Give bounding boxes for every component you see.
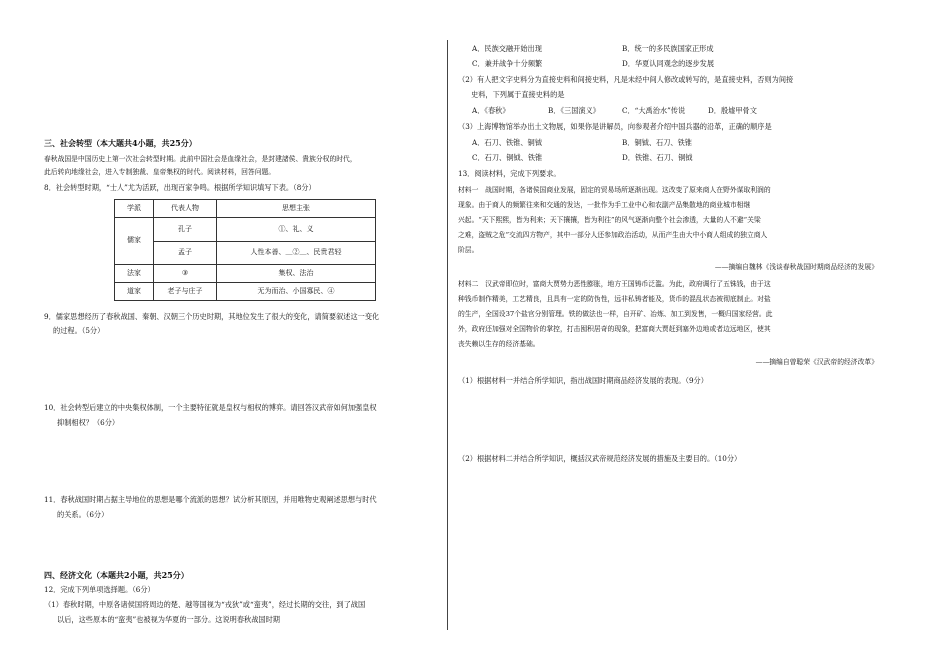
material1-line5: 阶层。 xyxy=(458,246,479,254)
question-10-line1: 10．社会转型后建立的中央集权体制，一个主要特征就是皇权与相权的博弈。请回答汉武帝如何加强皇权 xyxy=(44,403,377,412)
material1-line4: 之难，盗贼之危”交流四方物产，其中一部分人还参加政治活动，从而产生由大中小商人组成的独立商人 xyxy=(458,231,768,239)
table-cell-daojia-person: 老子与庄子 xyxy=(154,283,217,301)
material2-line3: 的生产，全国设37个盐官分别管理。铁的做法也一样，自开矿、冶炼、加工到发售，一概归国家经营。此 xyxy=(458,310,773,318)
material1-line1: 材料一 战国时期，各诸侯国商业发展，固定的贸易场所逐渐出现。这改变了原来商人在野外谋取利润的 xyxy=(458,186,771,194)
material2-source: ——摘编自曾聪荣《汉武帝的经济改革》 xyxy=(755,358,878,366)
section3-title: 三、社会转型（本大题共4小题，共25分） xyxy=(44,138,197,148)
q12-3-option-d: D．铁锥、石刀、铜钺 xyxy=(622,153,693,162)
question-12-2-line2: 史料，下列属于直接史料的是 xyxy=(471,90,565,99)
question-11-line2: 的关系。（6分） xyxy=(57,510,109,519)
question-12-3: （3）上海博物馆举办出土文物展，如果你是讲解员，向参观者介绍中国兵器的沿革，正确的顺序是 xyxy=(458,122,772,131)
question-9-line2: 的过程。（5分） xyxy=(53,326,105,335)
question-11-line1: 11．春秋战国时期占据主导地位的思想是哪个流派的思想？试分析其原因，并用唯物史观阐述思想与时代 xyxy=(44,495,377,504)
question-12-1-line1: （1）春秋时期，中原各诸侯国将周边的楚、越等国视为“戎狄”或“蛮夷”，经过长期的交往，到了战国 xyxy=(44,600,366,609)
q12-1-option-b: B．统一的多民族国家正形成 xyxy=(622,44,714,53)
table-cell-fajia-idea: 集权、法治 xyxy=(217,265,376,283)
material1-line2: 现象。由于商人的频繁往来和交通的发达，一批作为手工业中心和农副产品集散地的商业城市相继 xyxy=(458,201,751,209)
question-12: 12．完成下列单项选择题。（6分） xyxy=(44,585,155,594)
material1-source: ——摘编自魏林《浅谈春秋战国时期商品经济的发展》 xyxy=(714,263,878,271)
table-header-school: 学派 xyxy=(115,200,154,218)
table-header-idea: 思想主张 xyxy=(217,200,376,218)
q12-1-option-a: A．民族交融开始出现 xyxy=(472,44,542,53)
table-cell-daojia-idea: 无为而治、小国寡民、④ xyxy=(217,283,376,301)
q12-2-option-c: C．“大禹治水”传说 xyxy=(622,106,686,115)
q12-3-option-c: C．石刀、铜钺、铁锥 xyxy=(472,153,543,162)
q12-3-option-b: B．铜钺、石刀、铁锥 xyxy=(622,138,692,147)
section3-intro-line1: 春秋战国是中国历史上第一次社会转型时期。此前中国社会是血缘社会，是封建諸侯、貴族分权的时代， xyxy=(44,155,357,163)
material2-line4: 外，政府还加强对全国物价的掌控，打击囤积居奇的现象，把富商大贾赶到塞外边地或者边远地区，使其 xyxy=(458,325,771,333)
q12-2-option-a: A．《春秋》 xyxy=(472,106,510,115)
material2-line2: 种钱币制作精美，工艺精良，且具有一定的防伪性，远非私铸者能及，货币的混乱状态被彻底制止。对盐 xyxy=(458,295,771,303)
q12-2-option-b: B．《三国演义》 xyxy=(548,106,600,115)
table-cell-fajia-person: ③ xyxy=(154,265,217,283)
question-13-1: （1）根据材料一并结合所学知识，指出战国时期商品经济发展的表现。（9分） xyxy=(458,376,708,385)
question-12-1-line2: 以后，这些原本的“蛮夷”也被视为华夏的一部分。这说明春秋战国时期 xyxy=(57,615,280,624)
table-cell-rujia: 儒家 xyxy=(115,218,154,265)
schools-table xyxy=(114,199,376,301)
q12-1-option-d: D．华夏认同观念的逐步发展 xyxy=(622,59,715,68)
table-header-person: 代表人物 xyxy=(154,200,217,218)
table-cell-kongzi: 孔子 xyxy=(154,218,217,242)
q12-2-option-d: D．殷墟甲骨文 xyxy=(708,106,757,115)
q12-1-option-c: C．兼并战争十分频繁 xyxy=(472,59,543,68)
material1-line3: 兴起。“天下熙熙，皆为利来；天下攘攘，皆为利往”的风气逐渐向整个社会渗透，大量的人不避“关梁 xyxy=(458,216,761,224)
table-cell-mengzi: 孟子 xyxy=(154,241,217,265)
question-12-2-line1: （2）有人把文字史料分为直接史料和间接史料，凡是未经中间人修改或转写的，是直接史料，否则为间接 xyxy=(458,75,794,84)
question-13: 13．阅读材料，完成下列要求。 xyxy=(458,169,561,178)
table-cell-fajia: 法家 xyxy=(115,265,154,283)
question-10-line2: 抑制相权？（6分） xyxy=(57,418,120,427)
q12-3-option-a: A．石刀、铁锥、铜钺 xyxy=(472,138,542,147)
table-cell-kongzi-idea: ①、礼、义 xyxy=(217,218,376,242)
question-8: 8．社会转型时期，“士人”尤为活跃，出现百家争鸣。根据所学知识填写下表。（8分） xyxy=(44,183,316,192)
section3-intro-line2: 此后转向地缘社会，进入专制独裁、皇帝集权的时代。阅读材料，回答问题。 xyxy=(44,168,276,176)
table-cell-mengzi-idea: 人性本善、＿②＿、民贵君轻 xyxy=(217,241,376,265)
material2-line5: 丧失赖以生存的经济基础。 xyxy=(458,340,540,348)
column-divider xyxy=(447,40,448,630)
material2-line1: 材料二 汉武帝即位时，富商大贾势力恶性膨胀，地方王国铸币泛滥。为此，政府调行了五铢钱，由于这 xyxy=(458,280,771,288)
question-13-2: （2）根据材料二并结合所学知识，概括汉武帝规范经济发展的措施及主要目的。（10分） xyxy=(458,454,742,463)
table-cell-daojia: 道家 xyxy=(115,283,154,301)
question-9-line1: 9．儒家思想经历了春秋战国、秦朝、汉朝三个历史时期，其地位发生了很大的变化，请简要叙述这一变化 xyxy=(44,312,380,321)
section4-title: 四、经济文化（本题共2小题，共25分） xyxy=(44,570,189,580)
